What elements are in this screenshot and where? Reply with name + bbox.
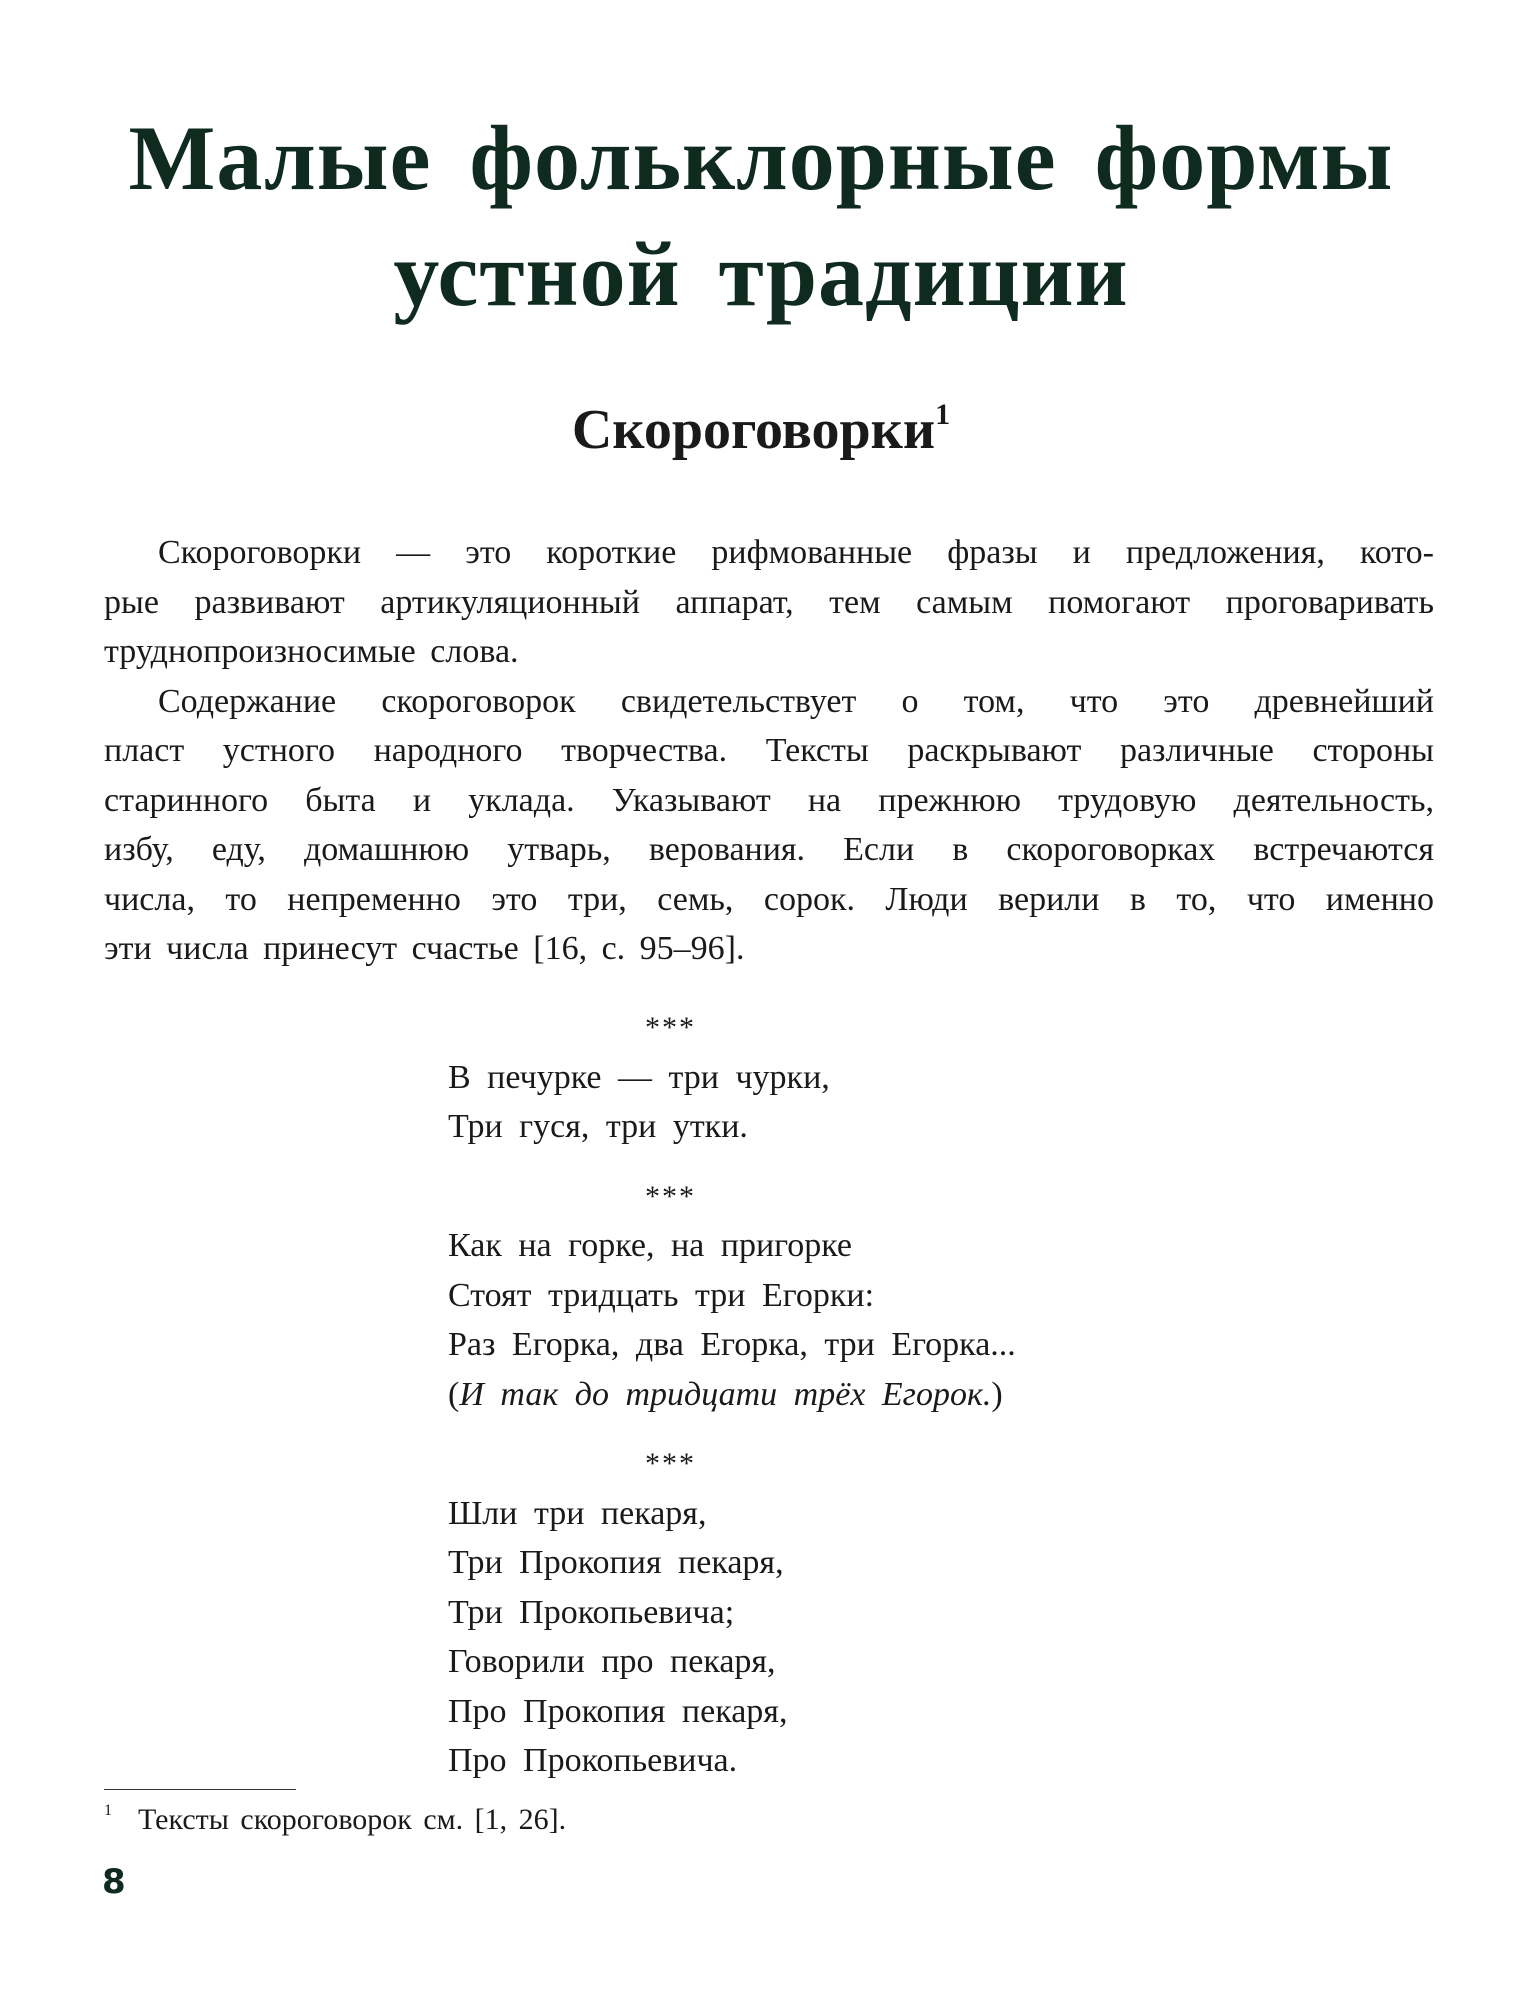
verse-line: Говорили про пекаря, xyxy=(448,1643,776,1680)
verse-line: Про Прокопия пекаря, xyxy=(448,1692,788,1730)
note-italic-text: И так до тридцати трёх Егорок. xyxy=(459,1375,992,1413)
verse-line: Шли три пекаря, xyxy=(448,1494,707,1532)
note-paren-open: ( xyxy=(448,1375,460,1413)
paragraph-line: старинного быта и уклада. Указывают на прежнюю трудовую деятельность, xyxy=(104,781,1434,819)
page-number: 8 xyxy=(102,1862,126,1902)
paragraph xyxy=(104,677,1434,974)
footnote xyxy=(104,1800,566,1845)
tongue-twister xyxy=(448,1172,1148,1420)
section-heading-text: Скороговорки xyxy=(571,399,936,461)
chapter-title-line-2: устной традиции xyxy=(393,223,1129,325)
footnote-marker: 1 xyxy=(104,1802,112,1819)
paragraph-line: числа, то непременно это три, семь, сорок. Люди верили в то, что именно xyxy=(104,880,1434,918)
footnote-reference: 1 xyxy=(935,398,951,431)
verse-line: Стоят тридцать три Егорки: xyxy=(448,1276,875,1314)
paragraph xyxy=(104,528,1434,677)
verse-separator: *** xyxy=(645,1447,696,1480)
chapter-title xyxy=(0,100,1522,332)
tongue-twister xyxy=(448,1439,1148,1786)
body-text xyxy=(104,528,1434,974)
footnote-text: Тексты скороговорок см. [1, 26]. xyxy=(138,1803,567,1836)
verse-line: Три гуся, три утки. xyxy=(448,1108,748,1145)
verse-line: Три Прокопия пекаря, xyxy=(448,1544,784,1581)
footnote-divider xyxy=(104,1789,296,1790)
section-heading xyxy=(0,395,1522,474)
verse-separator: *** xyxy=(645,1011,696,1044)
verse-note xyxy=(448,1370,1148,1420)
verse-line: Раз Егорка, два Егорка, три Егорка... xyxy=(448,1326,1016,1363)
paragraph-line: Скороговорки — это короткие рифмованные фразы и предложения, кото- xyxy=(158,534,1434,571)
verse-line: Три Прокопьевича; xyxy=(448,1593,735,1631)
chapter-title-line-1: Малые фольклорные формы xyxy=(128,107,1394,209)
verse-line: Про Прокопьевича. xyxy=(448,1742,738,1779)
tongue-twister-list xyxy=(448,1003,1148,1786)
verse-line: Как на горке, на пригорке xyxy=(448,1227,853,1264)
paragraph-line: пласт устного народного творчества. Тексты раскрывают различные стороны xyxy=(104,732,1434,769)
tongue-twister xyxy=(448,1003,1148,1152)
verse-separator: *** xyxy=(645,1179,696,1213)
paragraph-line: избу, еду, домашнюю утварь, верования. Если в скороговорках встречаются xyxy=(104,831,1434,868)
paragraph-line: эти числа принесут счастье [16, с. 95–96]. xyxy=(104,930,745,967)
paragraph-line: рые развивают артикуляционный аппарат, тем самым помогают проговаривать xyxy=(104,583,1434,621)
note-paren-close: ) xyxy=(991,1375,1003,1413)
paragraph-line: труднопроизносимые слова. xyxy=(104,633,519,670)
paragraph-line: Содержание скороговорок свидетельствует о том, что это древнейший xyxy=(158,682,1434,720)
verse-line: В печурке — три чурки, xyxy=(448,1058,830,1096)
